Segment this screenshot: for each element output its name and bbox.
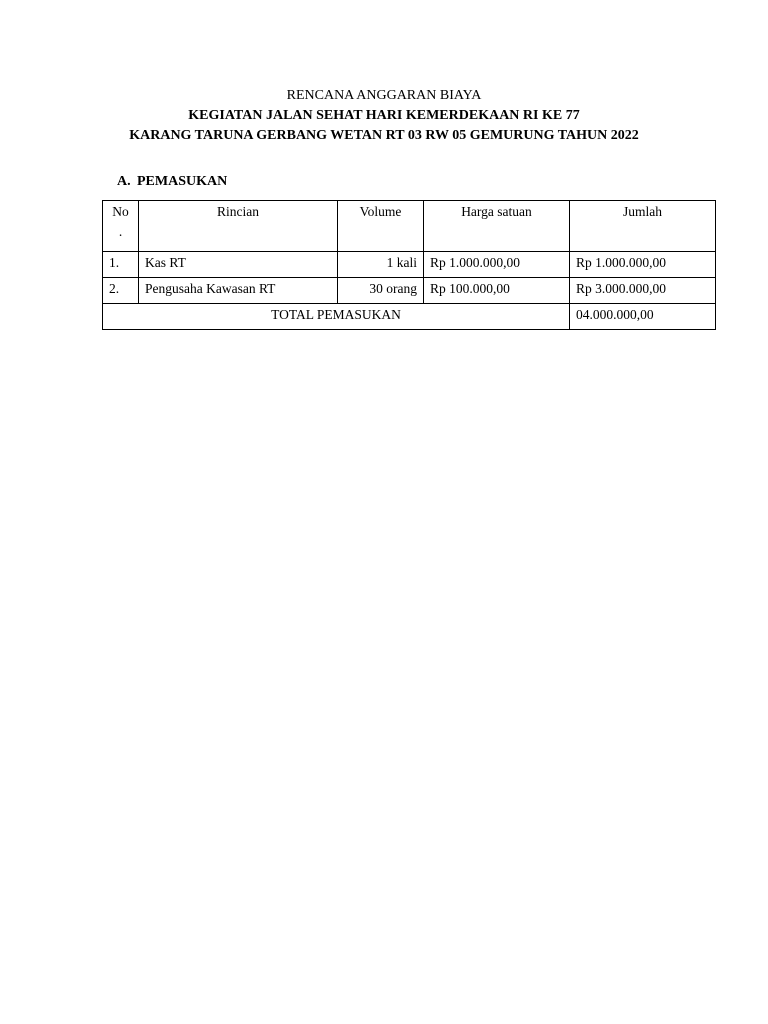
cell-jumlah: Rp 3.000.000,00 [570,278,716,304]
cell-volume: 1 kali [338,252,424,278]
document-title-block [0,86,768,146]
cell-jumlah: Rp 1.000.000,00 [570,252,716,278]
document-subtitle-event: KEGIATAN JALAN SEHAT HARI KEMERDEKAAN RI KE 77 [188,108,580,123]
table-header-row [103,201,716,252]
total-value: 04.000.000,00 [570,304,716,330]
header-volume: Volume [338,201,424,252]
table-row [103,252,716,278]
header-no [103,201,139,252]
header-rincian: Rincian [139,201,338,252]
section-letter: A. [117,174,131,189]
total-label: TOTAL PEMASUKAN [103,304,570,330]
cell-harga-satuan: Rp 1.000.000,00 [424,252,570,278]
cell-rincian: Kas RT [139,252,338,278]
cell-harga-satuan: Rp 100.000,00 [424,278,570,304]
cell-volume: 30 orang [338,278,424,304]
income-table [102,200,716,330]
document-title: RENCANA ANGGARAN BIAYA [286,88,482,103]
document-subtitle-organization: KARANG TARUNA GERBANG WETAN RT 03 RW 05 GEMURUNG TAHUN 2022 [129,128,639,143]
header-no-label: No [112,204,129,219]
cell-rincian: Pengusaha Kawasan RT [139,278,338,304]
cell-no: 2. [103,278,139,304]
section-heading-pemasukan [117,172,227,192]
header-no-dot: . [118,224,123,239]
table-row [103,278,716,304]
header-jumlah: Jumlah [570,201,716,252]
cell-no: 1. [103,252,139,278]
header-harga-satuan: Harga satuan [424,201,570,252]
section-title: PEMASUKAN [137,174,228,189]
table-total-row [103,304,716,330]
